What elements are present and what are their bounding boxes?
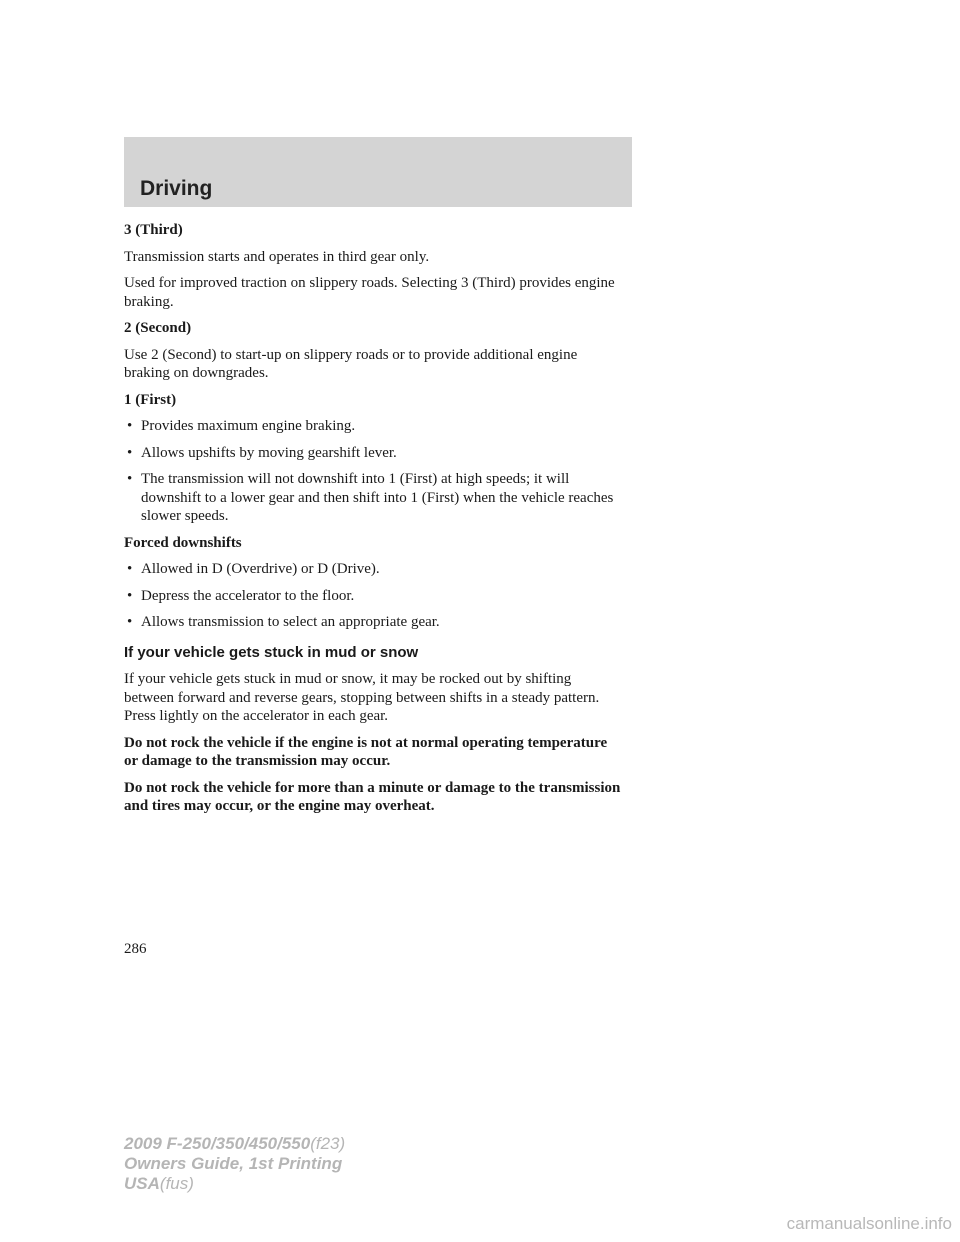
list-item: • Allowed in D (Overdrive) or D (Drive). [124, 560, 624, 579]
forced-bullet-list [124, 560, 624, 632]
heading-first: 1 (First) [124, 391, 177, 408]
warning-paragraph-1: Do not rock the vehicle if the engine is not at normal operating temperature or damage to the transmission may occur. [124, 734, 608, 769]
print-footer [124, 1134, 345, 1194]
third-paragraph-1: Transmission starts and operates in third gear only. [124, 248, 430, 265]
footer-line-2 [124, 1154, 345, 1174]
footer-printing: Owners Guide, 1st Printing [124, 1154, 343, 1173]
list-item: • Depress the accelerator to the floor. [124, 587, 624, 606]
warning-paragraph-2: Do not rock the vehicle for more than a minute or damage to the transmission and tires may occur, or the engine may overheat. [124, 779, 621, 814]
footer-line-1 [124, 1134, 345, 1154]
third-paragraph-2: Used for improved traction on slippery roads. Selecting 3 (Third) provides engine braking. [124, 275, 615, 310]
watermark-link[interactable]: carmanualsonline.info [786, 1214, 952, 1233]
heading-third: 3 (Third) [124, 222, 183, 238]
heading-forced-downshifts: Forced downshifts [124, 534, 242, 551]
footer-line-3 [124, 1174, 345, 1194]
footer-model-code: (f23) [310, 1134, 346, 1153]
stuck-paragraph-1: If your vehicle gets stuck in mud or snow, it may be rocked out by shifting between forward and reverse gears, stopping between shifts in a steady pattern. Press lightly on the accelerator in each gear. [124, 671, 600, 724]
heading-stuck: If your vehicle gets stuck in mud or snow [124, 643, 419, 661]
footer-market: USA [124, 1174, 160, 1193]
list-item: • Allows upshifts by moving gearshift lever. [124, 444, 624, 463]
footer-market-code: (fus) [159, 1174, 194, 1193]
heading-second: 2 (Second) [124, 320, 192, 336]
second-paragraph-1: Use 2 (Second) to start-up on slippery roads or to provide additional engine braking on downgrades. [124, 346, 578, 381]
section-header-band [124, 137, 632, 207]
first-bullet-list [124, 417, 624, 526]
page-number: 286 [124, 941, 147, 957]
section-title: Driving [140, 177, 213, 200]
list-item: • The transmission will not downshift into 1 (First) at high speeds; it will downshift to a lower gear and then shift into 1 (First) when the vehicle reaches slower speeds. [124, 470, 624, 526]
list-item: • Allows transmission to select an appropriate gear. [124, 613, 624, 632]
footer-model: 2009 F-250/350/450/550 [124, 1134, 311, 1153]
page-content [124, 221, 624, 824]
list-item: • Provides maximum engine braking. [124, 417, 624, 436]
